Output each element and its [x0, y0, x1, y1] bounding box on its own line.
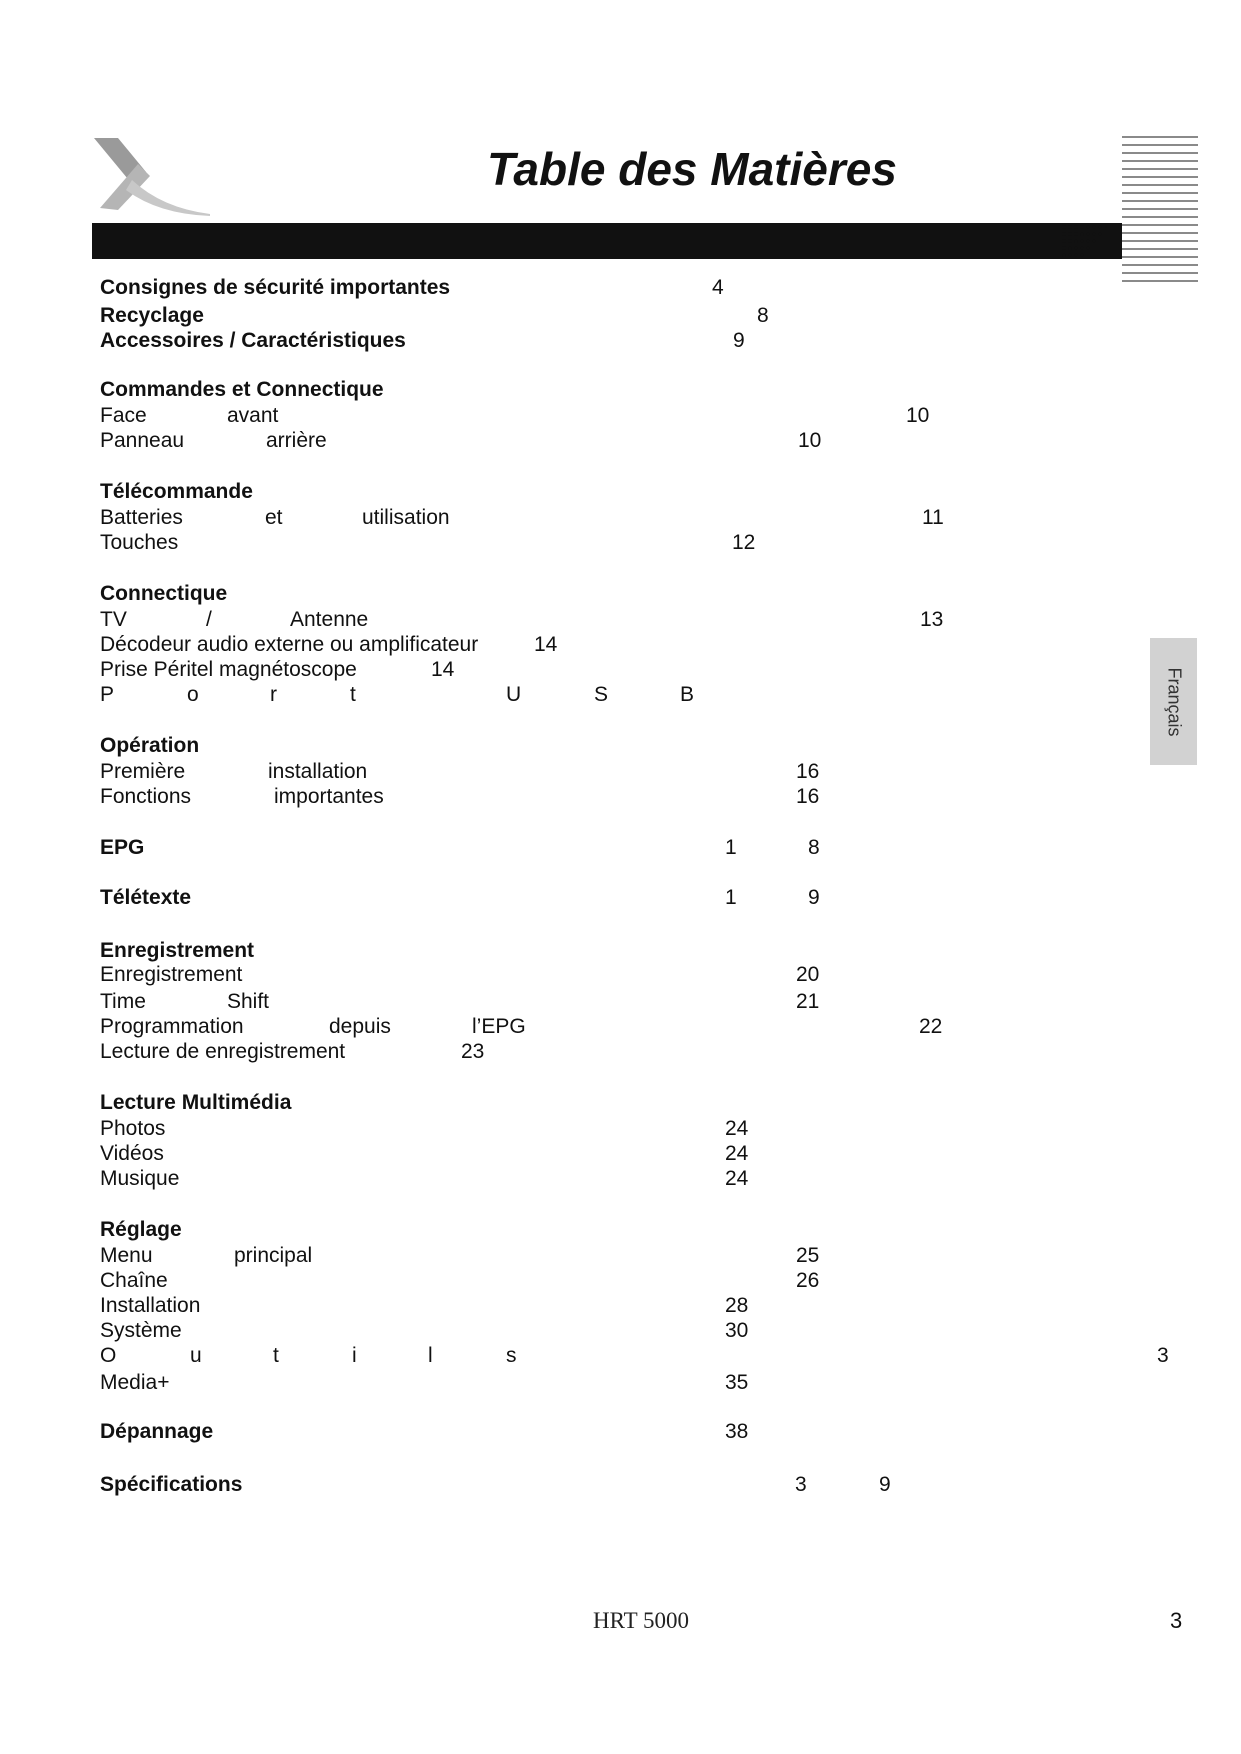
- toc-tools-letter: u: [190, 1344, 202, 1367]
- toc-connect-heading: Connectique: [100, 582, 228, 605]
- toc-tv-a: TV: [100, 608, 127, 631]
- toc-tv-page: 13: [920, 608, 944, 631]
- toc-menu-a: Menu: [100, 1244, 153, 1267]
- footer-model: HRT 5000: [593, 1608, 689, 1633]
- toc-decoder: Décodeur audio externe ou amplificateur: [100, 633, 479, 656]
- toc-func-b: importantes: [274, 785, 384, 808]
- toc-tools-letter: O: [100, 1344, 117, 1367]
- toc-channel-page: 26: [796, 1269, 820, 1292]
- toc-epg-page-a: 1: [725, 836, 737, 859]
- toc-prog-c: l’EPG: [472, 1015, 526, 1038]
- toc-playback: Lecture de enregistrement: [100, 1040, 346, 1063]
- toc-rec: Enregistrement: [100, 963, 243, 986]
- toc-front-a: Face: [100, 404, 147, 427]
- toc-remote-heading: Télécommande: [100, 480, 253, 503]
- toc-tools-page: 3: [1157, 1344, 1169, 1367]
- toc-decoder-page: 14: [534, 633, 558, 656]
- toc-install-page: 28: [725, 1294, 749, 1317]
- toc-media-page: 35: [725, 1371, 749, 1394]
- toc-usb-letter: o: [187, 683, 199, 706]
- toc-safety: Consignes de sécurité importantes: [100, 276, 451, 299]
- toc-tools-letter: t: [273, 1344, 279, 1367]
- page-title: Table des Matières: [487, 143, 897, 195]
- footer-page-number: 3: [1170, 1608, 1183, 1633]
- toc-batteries-page: 11: [922, 506, 944, 529]
- toc-channel: Chaîne: [100, 1269, 168, 1292]
- toc-recycling: Recyclage: [100, 304, 204, 327]
- toc-menu-b: principal: [234, 1244, 313, 1267]
- toc-install: Installation: [100, 1294, 201, 1317]
- toc-rec-page: 20: [796, 963, 820, 986]
- toc-operation-heading: Opération: [100, 734, 200, 757]
- toc-tv-b: /: [206, 608, 212, 631]
- toc-scart-page: 14: [431, 658, 455, 681]
- header-bar-dots: [1060, 221, 1115, 261]
- toc-settings-heading: Réglage: [100, 1218, 182, 1241]
- toc-keys-page: 12: [732, 531, 756, 554]
- toc-batteries-b: et: [265, 506, 283, 529]
- toc-teletext: Télétexte: [100, 886, 192, 909]
- toc-multimedia-heading: Lecture Multimédia: [100, 1091, 292, 1114]
- toc-epg-page-b: 8: [808, 836, 820, 859]
- toc-first-page: 16: [796, 760, 820, 783]
- toc-usb-letter: B: [680, 683, 695, 706]
- toc-usb-letter: U: [506, 683, 522, 706]
- toc-tv-c: Antenne: [290, 608, 369, 631]
- toc-music: Musique: [100, 1167, 180, 1190]
- toc-usb-letter: P: [100, 683, 115, 706]
- toc-prog-b: depuis: [329, 1015, 391, 1038]
- toc-epg: EPG: [100, 836, 145, 859]
- toc-accessories: Accessoires / Caractéristiques: [100, 329, 406, 352]
- toc-photos-page: 24: [725, 1117, 749, 1140]
- toc-music-page: 24: [725, 1167, 749, 1190]
- toc-rear-page: 10: [798, 429, 822, 452]
- toc-controls-heading: Commandes et Connectique: [100, 378, 384, 401]
- toc-front-page: 10: [906, 404, 930, 427]
- toc-tools-letter: i: [352, 1344, 357, 1367]
- language-tab-label: Français: [1164, 666, 1184, 737]
- decorative-stripes: [1122, 134, 1198, 294]
- toc-usb-letter: t: [350, 683, 356, 706]
- toc-rear-a: Panneau: [100, 429, 185, 452]
- toc-tools-letter: s: [506, 1344, 517, 1367]
- toc-photos: Photos: [100, 1117, 166, 1140]
- toc-accessories-page: 9: [733, 329, 745, 352]
- header-bar: [92, 223, 1122, 259]
- toc-rear-b: arrière: [266, 429, 327, 452]
- toc-prog-a: Programmation: [100, 1015, 244, 1038]
- toc-usb-letter: S: [594, 683, 609, 706]
- toc-system-page: 30: [725, 1319, 749, 1342]
- toc-troubleshooting: Dépannage: [100, 1420, 214, 1443]
- toc-batteries-a: Batteries: [100, 506, 183, 529]
- toc-usb-letter: r: [270, 683, 277, 706]
- language-tab: [1150, 638, 1197, 765]
- toc-recycling-page: 8: [757, 304, 769, 327]
- toc-media: Media+: [100, 1371, 170, 1394]
- brand-logo: [92, 136, 212, 216]
- toc-teletext-page-a: 1: [725, 886, 737, 909]
- toc-system: Système: [100, 1319, 182, 1342]
- toc-timeshift-a: Time: [100, 990, 146, 1013]
- toc-specifications-page-b: 9: [879, 1473, 891, 1496]
- toc-first-b: installation: [268, 760, 368, 783]
- toc-scart: Prise Péritel magnétoscope: [100, 658, 357, 681]
- toc-recording-heading: Enregistrement: [100, 939, 255, 962]
- toc-timeshift-b: Shift: [227, 990, 270, 1013]
- toc-specifications-page-a: 3: [795, 1473, 807, 1496]
- toc-front-b: avant: [227, 404, 279, 427]
- toc-keys: Touches: [100, 531, 179, 554]
- toc-tools-letter: l: [428, 1344, 433, 1367]
- toc-videos-page: 24: [725, 1142, 749, 1165]
- toc-troubleshooting-page: 38: [725, 1420, 749, 1443]
- toc-timeshift-page: 21: [796, 990, 820, 1013]
- toc-playback-page: 23: [461, 1040, 485, 1063]
- toc-batteries-c: utilisation: [362, 506, 450, 529]
- toc-first-a: Première: [100, 760, 186, 783]
- toc-prog-page: 22: [919, 1015, 943, 1038]
- toc-menu-page: 25: [796, 1244, 820, 1267]
- toc-specifications: Spécifications: [100, 1473, 243, 1496]
- toc-teletext-page-b: 9: [808, 886, 820, 909]
- toc-func-page: 16: [796, 785, 820, 808]
- toc-videos: Vidéos: [100, 1142, 164, 1165]
- toc-safety-page: 4: [712, 276, 724, 299]
- toc-func-a: Fonctions: [100, 785, 192, 808]
